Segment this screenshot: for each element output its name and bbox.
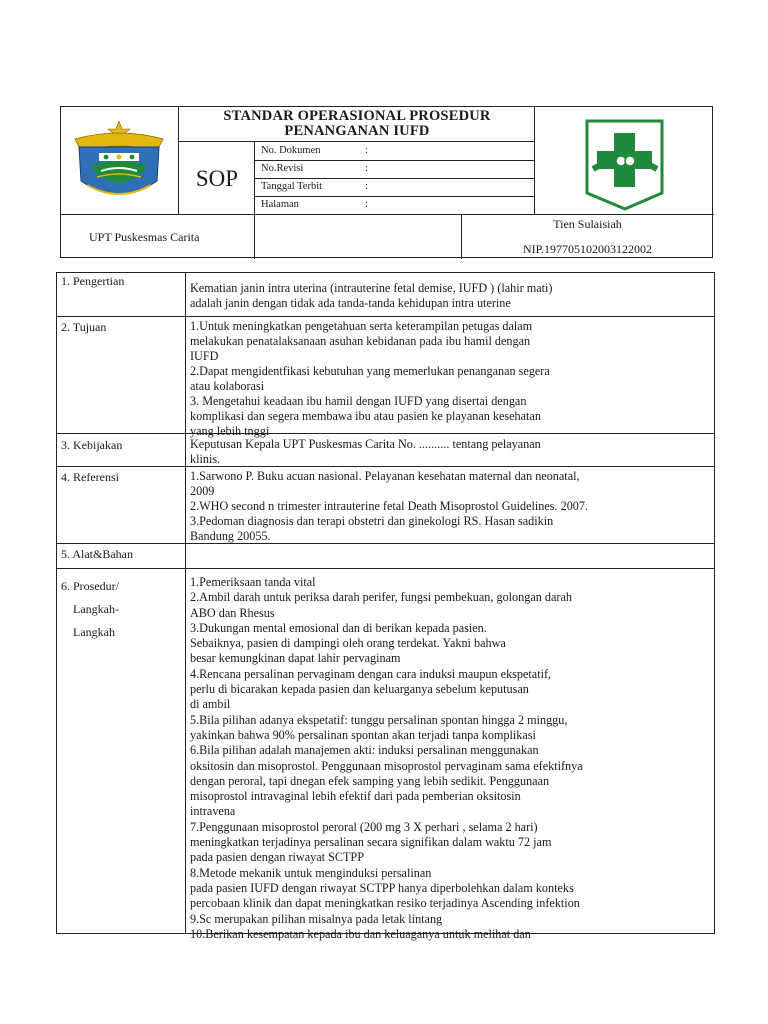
text-line: dengan peroral, tapi dnegan efek samping yang lebih sedikit. Penggunaan — [190, 773, 550, 788]
sop-label: SOP — [195, 165, 239, 191]
text-line: 2.Dapat mengidentfikasi kebutuhan yang memerlukan penanganan segera — [190, 364, 550, 378]
meta-colon: : — [365, 145, 368, 156]
meta-label: Halaman — [261, 199, 299, 210]
section-text-definition — [190, 281, 710, 311]
text-line: 3.Pedoman diagnosis dan terapi obstetri dan ginekologi RS. Hasan sadikin — [190, 514, 554, 528]
meta-colon: : — [365, 181, 368, 192]
text-line: yakinkan bahwa 90% persalinan spontan akan terjadi tanpa komplikasi — [190, 727, 536, 742]
text-line: komplikasi dan segera membawa ibu atau pasien ke playanan kesehatan — [190, 409, 541, 423]
text-line: Bandung 20055. — [190, 529, 271, 543]
meta-row-revision — [255, 160, 535, 178]
text-line: 7.Penggunaan misoprostol peroral (200 mg 3 X perhari , selama 2 hari) — [190, 819, 538, 834]
text-line: 6.Bila pilihan adalah manajemen akti: induksi persalinan menggunakan — [190, 743, 539, 758]
text-line: 2.WHO second n trimester intrauterine fetal Death Misoprostol Guidelines. 2007. — [190, 499, 589, 513]
text-line: 5.Bila pilihan adanya ekspetatif: tunggu persalinan spontan hingga 2 minggu, — [190, 712, 568, 727]
meta-colon: : — [365, 199, 368, 210]
section-label-objective — [61, 320, 181, 335]
text-line: 1.Untuk meningkatkan pengetahuan serta keterampilan petugas dalam — [190, 319, 533, 333]
text-line: 8.Metode mekanik untuk menginduksi persalinan — [190, 865, 432, 880]
health-cross-logo — [535, 107, 714, 215]
text-line: pada pasien IUFD dengan riwayat SCTPP hanya diperbolehkan dalam konteks — [190, 880, 574, 895]
section-label-references — [61, 470, 181, 485]
text-line: perlu di bicarakan kepada pasien dan keluarganya sebelum keputusan — [190, 682, 529, 697]
title-line-2: PENANGANAN IUFD — [284, 123, 430, 139]
meta-label: Tanggal Terbit — [261, 181, 323, 192]
section-text-references — [190, 469, 710, 544]
text-line: intravena — [190, 804, 236, 819]
text-line: besar kemungkinan dapat lahir pervaginam — [190, 651, 401, 666]
section-text-objective — [190, 319, 710, 439]
text-line: 3.Dukungan mental emosional dan di berikan kepada pasien. — [190, 620, 487, 635]
section-label-tools — [61, 547, 181, 562]
label-line: 2. Tujuan — [61, 320, 107, 334]
meta-row-document-number — [255, 142, 535, 160]
sop-header-table — [60, 106, 713, 258]
text-line: di ambil — [190, 697, 231, 712]
label-line: 5. Alat&Bahan — [61, 547, 133, 561]
label-line: 3. Kebijakan — [61, 438, 123, 452]
text-line: 1.Sarwono P. Buku acuan nasional. Pelayanan kesehatan maternal dan neonatal, — [190, 469, 580, 483]
signature-block — [461, 215, 714, 259]
section-text-policy — [190, 437, 710, 467]
text-line: Kematian janin intra uterina (intrauterine fetal demise, IUFD ) (lahir mati) — [190, 281, 553, 295]
meta-label: No. Dokumen — [261, 145, 321, 156]
section-label-definition — [61, 274, 181, 289]
text-line: 9.Sc merupakan pilihan misalnya pada letak lintang — [190, 911, 443, 926]
label-line: Langkah- — [73, 602, 119, 616]
text-line: Sebaiknya, pasien di dampingi oleh orang terdekat. Yakni bahwa — [190, 636, 506, 651]
label-line: 4. Referensi — [61, 470, 119, 484]
meta-label: No.Revisi — [261, 163, 304, 174]
text-line: ABO dan Rhesus — [190, 605, 275, 620]
text-line: adalah janin dengan tidak ada tanda-tanda kehidupan intra uterine — [190, 296, 511, 310]
signer-name: Tien Sulaisiah — [553, 217, 622, 231]
text-line: yang lebih tnggi — [190, 424, 270, 438]
text-line: Keputusan Kepala UPT Puskesmas Carita No. .......... tentang pelayanan — [190, 437, 541, 451]
organization-name: UPT Puskesmas Carita — [89, 229, 200, 244]
label-line: 1. Pengertian — [61, 274, 125, 288]
section-label-policy — [61, 438, 181, 453]
title-line-1: STANDAR OPERASIONAL PROSEDUR — [223, 108, 491, 124]
text-line: melakukan penatalaksanaan asuhan kebidanan pada ibu hamil dengan — [190, 334, 531, 348]
label-line: Langkah — [73, 625, 115, 639]
text-line: 10.Berikan kesempatan kepada ibu dan keluaganya untuk melihat dan — [190, 926, 531, 941]
text-line: 4.Rencana persalinan pervaginam dengan cara induksi maupun ekspetatif, — [190, 666, 552, 681]
text-line: IUFD — [190, 349, 219, 363]
text-line: atau kolaborasi — [190, 379, 265, 393]
text-line: oksitosin dan misoprostol. Penggunaan misoprostol pervaginam sama efektifnya — [190, 758, 583, 773]
regional-emblem-logo — [61, 107, 179, 215]
section-label-procedure — [61, 575, 181, 644]
text-line: 3. Mengetahui keadaan ibu hamil dengan IUFD yang disertai dengan — [190, 394, 527, 408]
text-line: 2.Ambil darah untuk periksa darah perifer, fungsi pembekuan, golongan darah — [190, 590, 572, 605]
document-title — [179, 107, 535, 142]
text-line: meningkatkan terjadinya persalinan secara signifikan dalam waktu 72 jam — [190, 835, 552, 850]
section-text-procedure — [190, 575, 710, 942]
text-line: misoprostol intravaginal lebih efektif dari pada pemberian oksitosin — [190, 789, 521, 804]
meta-row-issue-date — [255, 178, 535, 196]
sop-content-table — [56, 272, 715, 941]
text-line: pada pasien dengan riwayat SCTPP — [190, 850, 364, 865]
text-line: percobaan klinik dan dapat meningkatkan resiko terjadinya Ascending infektion — [190, 896, 580, 911]
text-line: 2009 — [190, 484, 215, 498]
label-line: 6. Prosedur/ — [61, 579, 119, 593]
text-line: 1.Pemeriksaan tanda vital — [190, 575, 316, 589]
meta-row-page — [255, 196, 535, 214]
signer-nip: NIP.197705102003122002 — [522, 242, 652, 256]
text-line: klinis. — [190, 452, 221, 466]
meta-colon: : — [365, 163, 368, 174]
